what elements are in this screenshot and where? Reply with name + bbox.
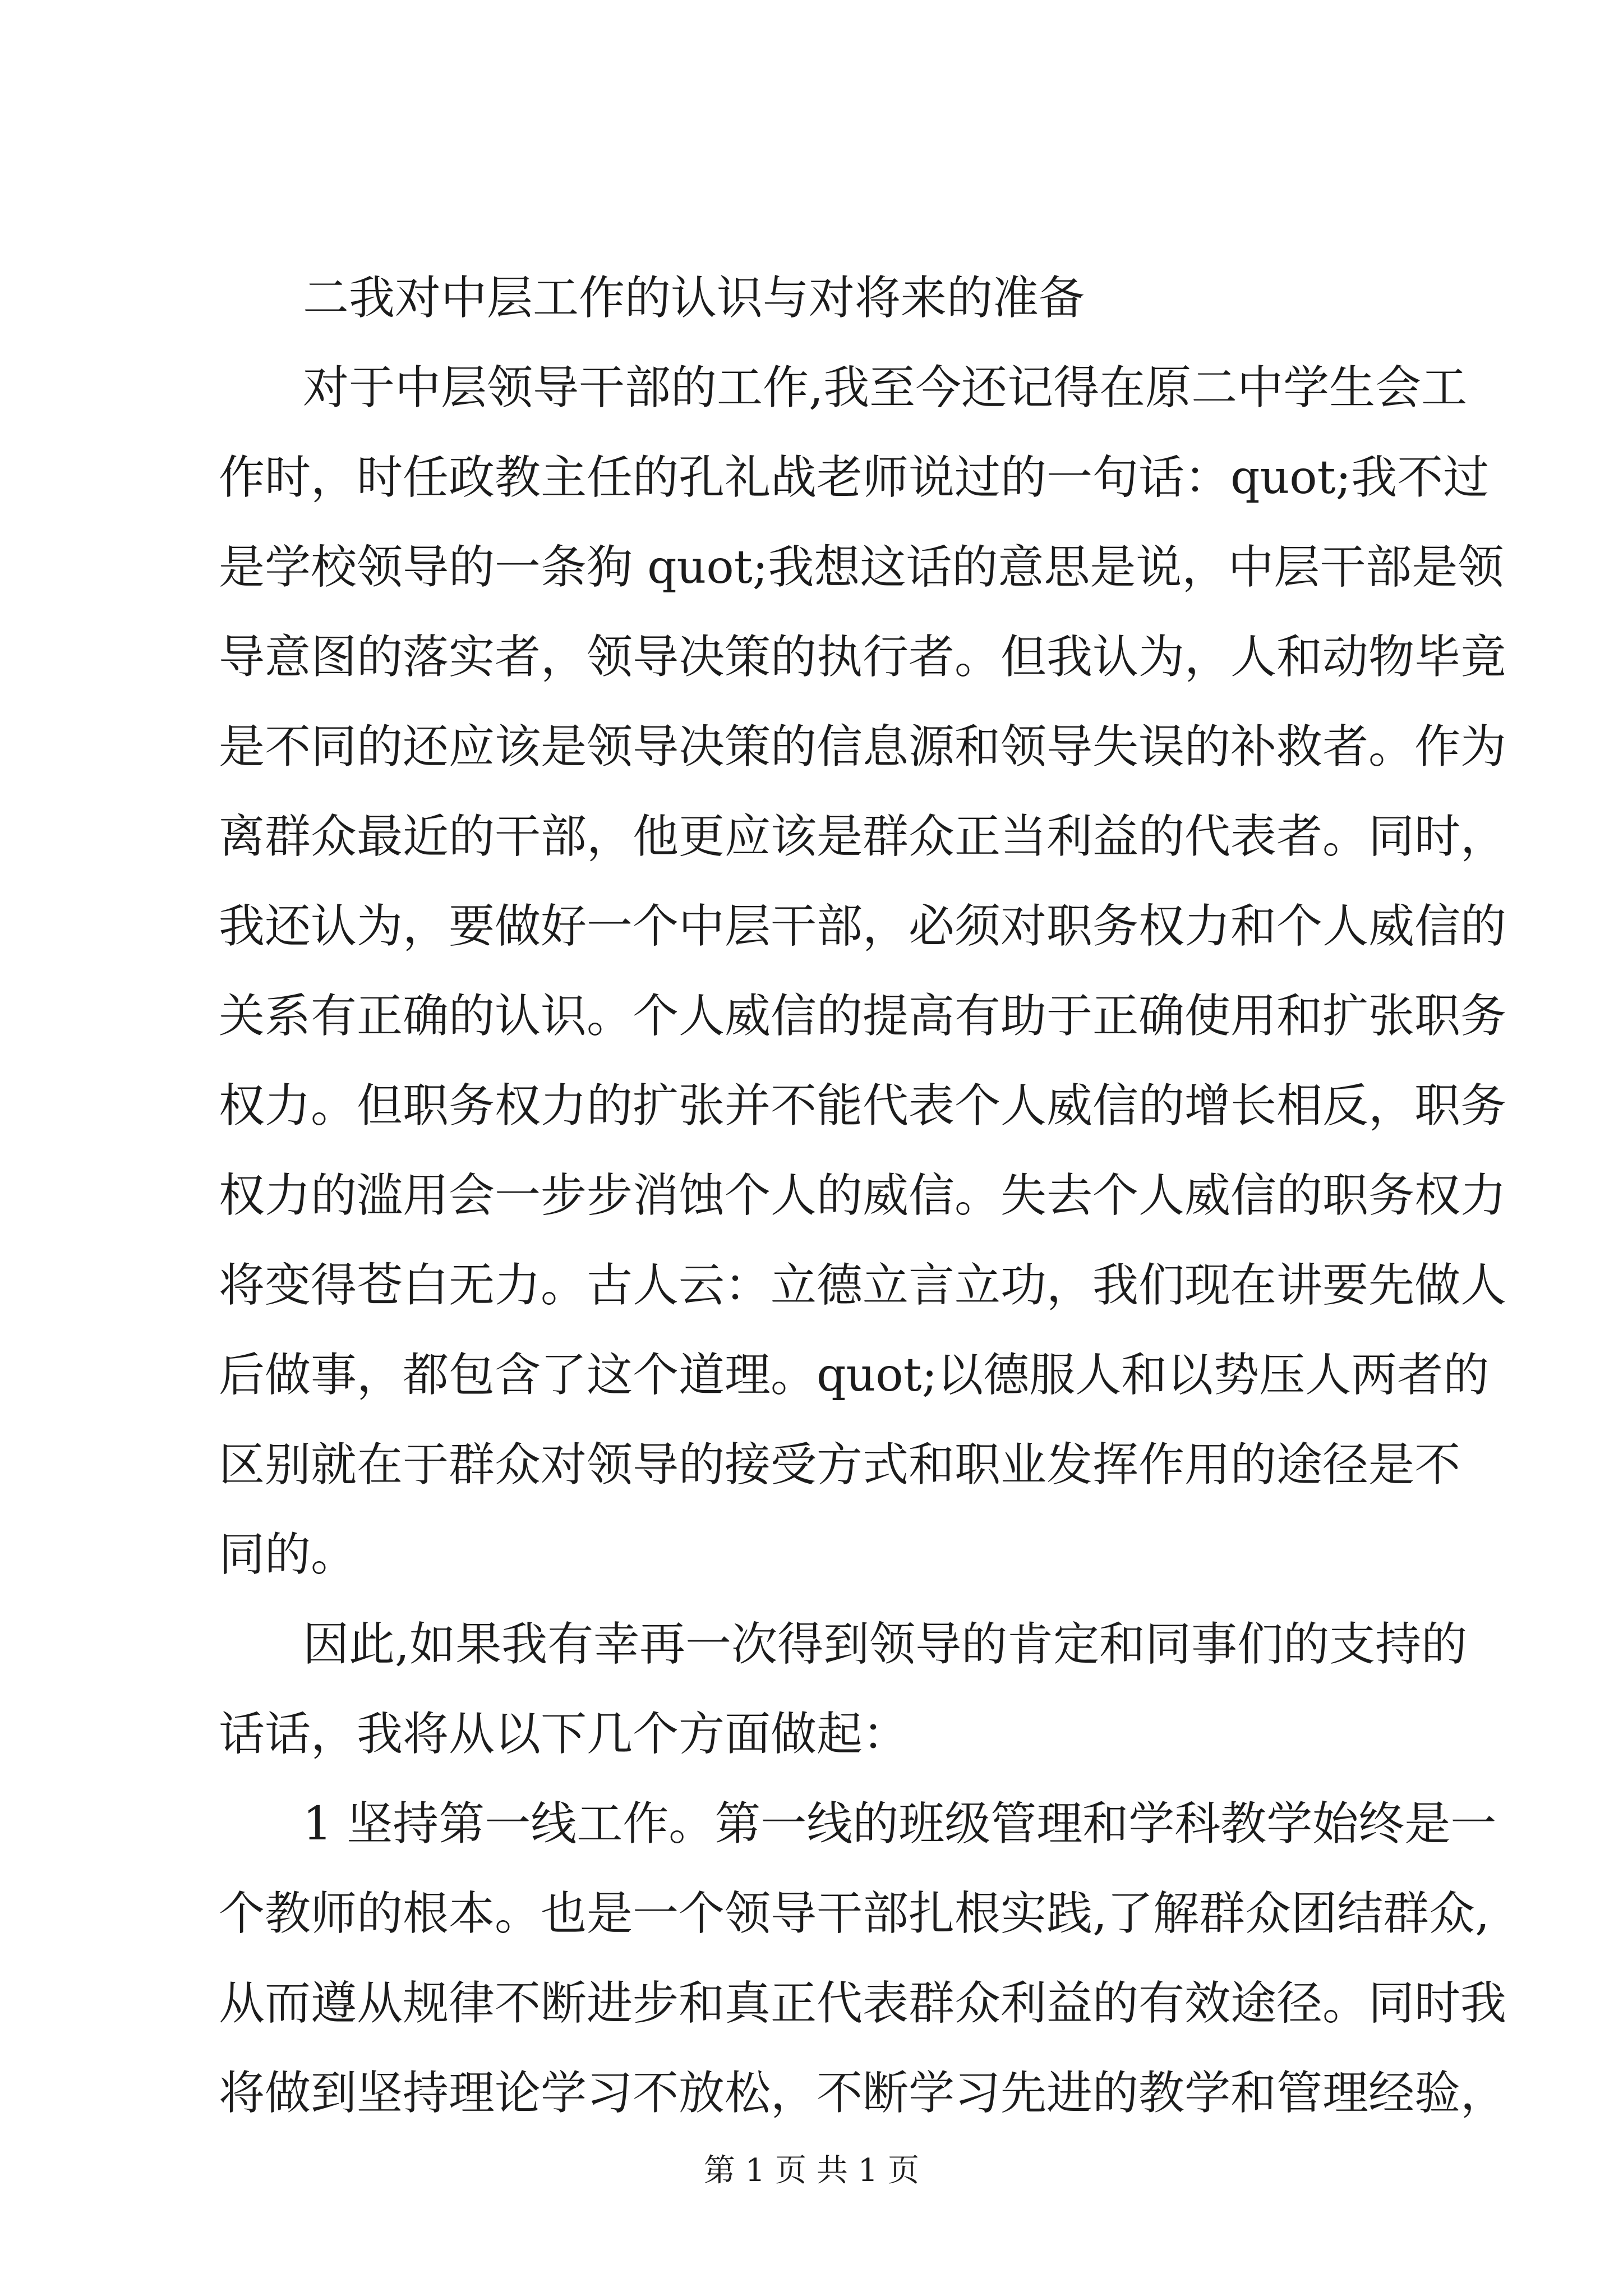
paragraph-line: 作时，时任政教主任的孔礼战老师说过的一句话：quot;我不过 xyxy=(219,451,1490,504)
paragraph-line: 导意图的落实者，领导决策的执行者。但我认为，人和动物毕竟 xyxy=(219,631,1507,684)
paragraph-line: 将变得苍白无力。古人云：立德立言立功，我们现在讲要先做人 xyxy=(219,1259,1507,1312)
paragraph-line: 同的。 xyxy=(219,1528,357,1581)
paragraph-line: 将做到坚持理论学习不放松，不断学习先进的教学和管理经验， xyxy=(219,2067,1507,2120)
paragraph-line: 我还认为，要做好一个中层干部，必须对职务权力和个人威信的 xyxy=(219,900,1507,953)
paragraph-line: 后做事，都包含了这个道理。quot;以德服人和以势压人两者的 xyxy=(219,1349,1490,1402)
paragraph-line: 是学校领导的一条狗 quot;我想这话的意思是说，中层干部是领 xyxy=(219,541,1504,594)
paragraph-line: 权力的滥用会一步步消蚀个人的威信。失去个人威信的职务权力 xyxy=(219,1169,1507,1222)
paragraph-line: 区别就在于群众对领导的接受方式和职业发挥作用的途径是不 xyxy=(219,1438,1461,1492)
paragraph-line: 关系有正确的认识。个人威信的提高有助于正确使用和扩张职务 xyxy=(219,990,1507,1043)
paragraph-line: 权力。但职务权力的扩张并不能代表个人威信的增长相反，职务 xyxy=(219,1079,1507,1133)
paragraph-line: 是不同的还应该是领导决策的信息源和领导失误的补救者。作为 xyxy=(219,720,1507,774)
paragraph-line: 因此,如果我有幸再一次得到领导的肯定和同事们的支持的 xyxy=(303,1618,1468,1671)
section-heading: 二我对中层工作的认识与对将来的准备 xyxy=(303,272,1085,325)
paragraph-line: 从而遵从规律不断进步和真正代表群众利益的有效途径。同时我 xyxy=(219,1977,1507,2030)
paragraph-line: 离群众最近的干部，他更应该是群众正当利益的代表者。同时， xyxy=(219,810,1507,863)
paragraph-line: 个教师的根本。也是一个领导干部扎根实践,了解群众团结群众, xyxy=(219,1887,1490,1940)
paragraph-line: 话话，我将从以下几个方面做起： xyxy=(219,1708,909,1761)
paragraph-line: 对于中层领导干部的工作,我至今还记得在原二中学生会工 xyxy=(303,361,1468,415)
paragraph-line: 1 坚持第一线工作。第一线的班级管理和学科教学始终是一 xyxy=(303,1797,1497,1851)
page-number-footer: 第 1 页 共 1 页 xyxy=(703,2152,920,2189)
